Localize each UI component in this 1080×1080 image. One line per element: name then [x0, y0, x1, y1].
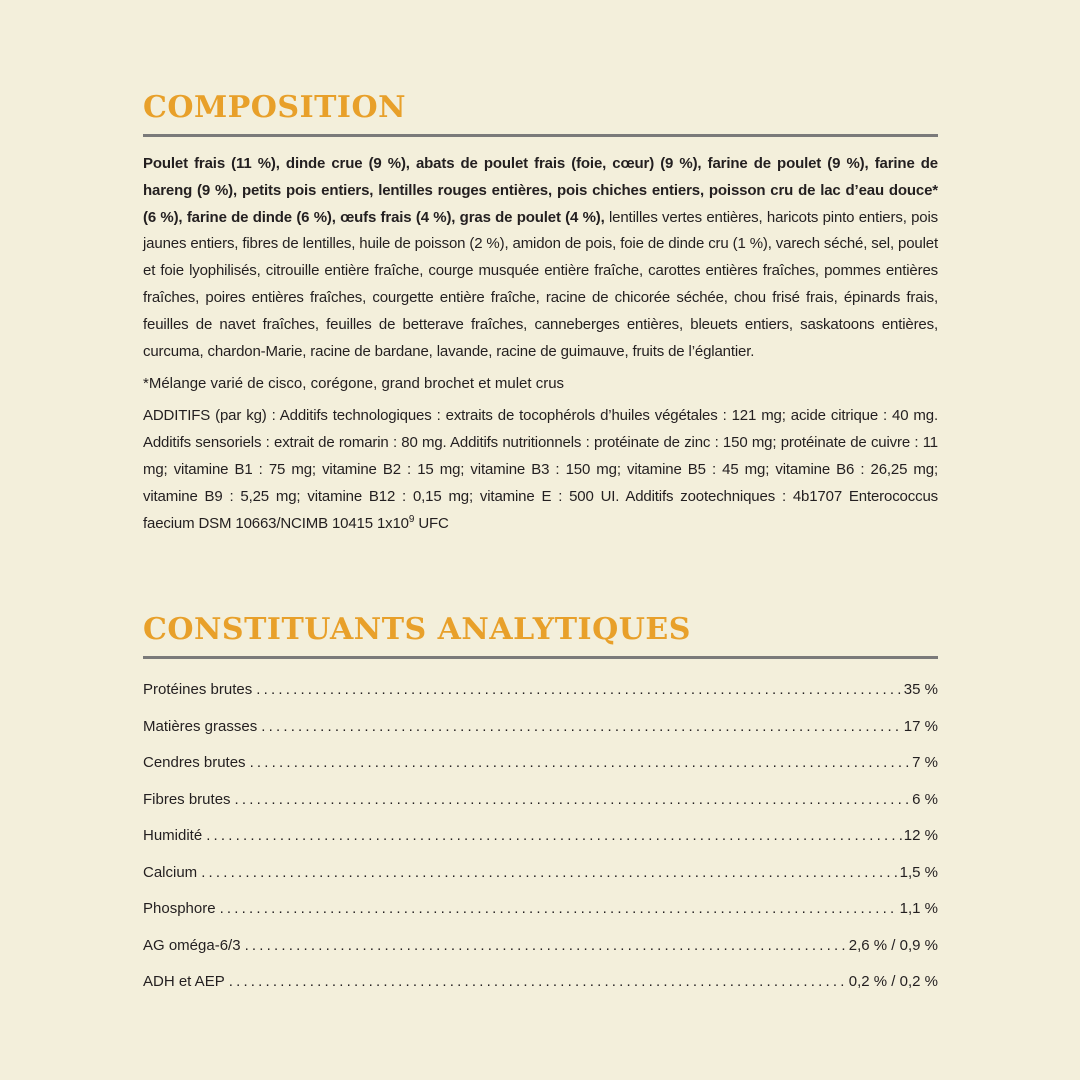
additifs-exponent: 9	[408, 513, 415, 525]
dot-leader	[245, 937, 847, 954]
analytic-value: 35 %	[903, 681, 938, 698]
composition-regular-text: lentilles vertes entières, haricots pinto entiers, pois jaunes entiers, fibres de lentilles, huile de poisson (2 %), amidon de pois, foie de dinde cru (1 %), varech séché, sel, poulet et foie lyophilisés, citrouille entière fraîche, courge musquée entière fraîche, carottes entières fraîches, pommes entières fraîches, poires entières fraîches, courgette entière fraîche, racine de chicorée séchée, chou frisé frais, épinards frais, feuilles de navet fraîches, feuilles de betterave fraîches, canneberges entières, bleuets entiers, saskatoons entières, curcuma, chardon-Marie, racine de bardane, lavande, racine de guimauve, fruits de l’églantier.	[143, 208, 938, 360]
analytic-label: AG oméga-6/3	[143, 936, 241, 954]
dot-leader	[235, 791, 911, 808]
dot-leader	[201, 864, 897, 881]
analytics-list	[143, 681, 938, 1010]
composition-title: COMPOSITION	[143, 90, 407, 125]
analytic-value: 0,2 % / 0,2 %	[848, 973, 938, 990]
analytic-row-fibres	[143, 791, 938, 828]
analytic-row-proteines	[143, 681, 938, 718]
analytic-row-phosphore	[143, 900, 938, 937]
dot-leader	[250, 754, 911, 771]
analytic-row-adh-aep	[143, 973, 938, 1010]
additifs-paragraph	[143, 403, 938, 537]
analytic-value: 7 %	[912, 754, 938, 771]
analytic-label: Calcium	[143, 863, 198, 881]
analytic-value: 1,5 %	[899, 863, 938, 881]
dot-leader	[220, 900, 898, 917]
dot-leader	[256, 681, 902, 698]
analytic-value: 6 %	[912, 790, 938, 808]
additifs-text: ADDITIFS (par kg) : Additifs technologiques : extraits de tocophérols d’huiles végétales : 121 mg; acide citrique : 40 mg. Additifs sensoriels : extrait de romarin : 80 mg. Additifs nutritionnels : protéinate de zinc : 150 mg; protéinate de cuivre : 11 mg; vitamine B1 : 75 mg; vitamine B2 : 15 mg; vitamine B3 : 150 mg; vitamine B5 : 45 mg; vitamine B6 : 26,25 mg; vitamine B9 : 5,25 mg; vitamine B12 : 0,15 mg; vitamine E : 500 UI. Additifs zootechniques : 4b1707 Enterococcus faecium DSM 10663/NCIMB 10415 1x10	[143, 407, 938, 532]
composition-section	[143, 90, 938, 537]
analytic-row-humidite	[143, 827, 938, 864]
composition-footnote: *Mélange varié de cisco, corégone, grand brochet et mulet crus	[143, 375, 565, 393]
dot-leader	[261, 718, 902, 735]
analytic-row-cendres	[143, 754, 938, 791]
analytics-divider	[143, 656, 938, 659]
analytic-label: Protéines brutes	[143, 681, 253, 698]
composition-divider	[143, 134, 938, 137]
analytic-value: 17 %	[903, 717, 938, 735]
analytic-label: Cendres brutes	[143, 754, 246, 771]
analytic-label: ADH et AEP	[143, 973, 225, 990]
dot-leader	[229, 973, 847, 990]
composition-paragraph	[143, 151, 938, 365]
analytics-section	[143, 612, 938, 1026]
analytics-title: CONSTITUANTS ANALYTIQUES	[143, 612, 691, 647]
analytic-label: Fibres brutes	[143, 790, 231, 808]
additifs-unit: UFC	[414, 514, 449, 532]
composition-bold-text: Poulet frais (11 %), dinde crue (9 %), abats de poulet frais (foie, cœur) (9 %), farine de poulet (9 %), farine de hareng (9 %), petits pois entiers, lentilles rouges entières, pois chiches entiers, poisson cru de lac d’eau douce* (6 %), farine de dinde (6 %), œufs frais (4 %), gras de poulet (4 %),	[143, 155, 938, 226]
analytic-row-calcium	[143, 864, 938, 901]
analytic-value: 12 %	[903, 827, 938, 844]
analytic-value: 1,1 %	[899, 900, 938, 917]
analytic-row-ag-omega	[143, 937, 938, 974]
analytic-value: 2,6 % / 0,9 %	[848, 936, 938, 954]
dot-leader	[206, 827, 902, 844]
analytic-label: Humidité	[143, 827, 203, 844]
analytic-label: Phosphore	[143, 900, 216, 917]
analytic-label: Matières grasses	[143, 717, 258, 735]
analytic-row-matieres-grasses	[143, 718, 938, 755]
